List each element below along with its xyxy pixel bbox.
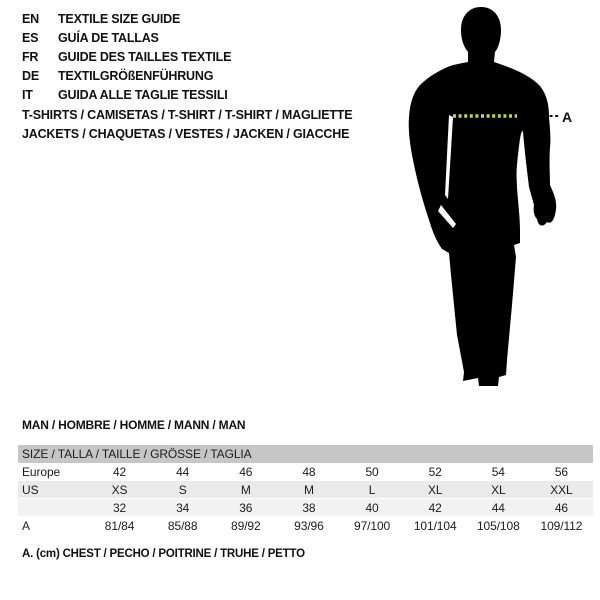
size-table xyxy=(18,445,593,534)
cell: 52 xyxy=(428,464,442,479)
language-label: GUIDA ALLE TAGLIE TESSILI xyxy=(58,88,228,102)
language-code: IT xyxy=(22,88,33,102)
cell: 89/92 xyxy=(231,518,261,533)
table-row-numeric xyxy=(18,499,593,517)
cell: 101/104 xyxy=(413,518,457,533)
language-code: ES xyxy=(22,31,39,45)
measure-label-a: A xyxy=(562,109,573,125)
cell: 38 xyxy=(302,500,316,515)
cell: 46 xyxy=(554,500,569,515)
cell: 42 xyxy=(428,500,442,515)
cell: M xyxy=(303,482,314,497)
language-row xyxy=(22,29,231,48)
cell: 36 xyxy=(239,500,253,515)
cell: 42 xyxy=(112,464,127,479)
cell: XXL xyxy=(550,482,573,497)
cell: S xyxy=(178,482,187,497)
cell: 56 xyxy=(554,464,569,479)
section-title-man: MAN / HOMBRE / HOMME / MANN / MAN xyxy=(22,418,246,432)
cell: 50 xyxy=(365,464,379,479)
language-list xyxy=(22,10,231,105)
language-label: GUIDE DES TAILLES TEXTILE xyxy=(58,50,232,64)
size-table-header-row xyxy=(18,445,593,463)
cell: XS xyxy=(111,482,128,497)
row-label: US xyxy=(22,482,39,497)
language-label: GUÍA DE TALLAS xyxy=(58,31,159,45)
cell: 32 xyxy=(112,500,127,515)
language-row xyxy=(22,10,231,29)
cell: 46 xyxy=(239,464,253,479)
cell: 48 xyxy=(302,464,316,479)
language-row xyxy=(22,67,231,86)
language-label: TEXTILE SIZE GUIDE xyxy=(58,12,181,26)
language-label: TEXTILGRÖßENFÜHRUNG xyxy=(58,69,214,83)
cell: XL xyxy=(491,482,506,497)
cell: 109/112 xyxy=(540,518,583,533)
man-silhouette xyxy=(400,5,575,395)
cell: 93/96 xyxy=(294,518,324,533)
cell: 81/84 xyxy=(104,518,135,533)
cell: 34 xyxy=(176,500,190,515)
cell: 40 xyxy=(365,500,379,515)
footnote-chest: A. (cm) CHEST / PECHO / POITRINE / TRUHE / PETTO xyxy=(22,548,305,560)
row-label xyxy=(18,499,88,517)
row-label: A xyxy=(22,518,30,533)
cell: XL xyxy=(427,482,443,497)
category-lines xyxy=(22,106,352,144)
category-jackets: JACKETS / CHAQUETAS / VESTES / JACKEN / GIACCHE xyxy=(22,127,350,141)
cell: 44 xyxy=(176,464,190,479)
row-label: Europe xyxy=(22,464,61,479)
language-row xyxy=(22,48,231,67)
table-row-us xyxy=(18,481,593,499)
language-code: DE xyxy=(22,69,39,83)
category-tshirts: T-SHIRTS / CAMISETAS / T-SHIRT / T-SHIRT / MAGLIETTE xyxy=(22,108,353,122)
man-body-shape xyxy=(409,7,556,386)
cell: L xyxy=(368,482,376,497)
cell: 105/108 xyxy=(476,518,520,533)
cell: M xyxy=(240,482,251,497)
cell: 97/100 xyxy=(354,518,391,533)
cell: 54 xyxy=(491,464,505,479)
language-code: EN xyxy=(22,12,39,26)
size-table-header: SIZE / TALLA / TAILLE / GRÖSSE / TAGLIA xyxy=(18,445,593,463)
man-silhouette-figure xyxy=(400,5,575,395)
language-code: FR xyxy=(22,50,39,64)
table-row-europe xyxy=(18,463,593,481)
cell: 85/88 xyxy=(167,518,198,533)
cell: 44 xyxy=(491,500,505,515)
language-row xyxy=(22,86,231,105)
table-row-chest-cm xyxy=(18,517,593,535)
